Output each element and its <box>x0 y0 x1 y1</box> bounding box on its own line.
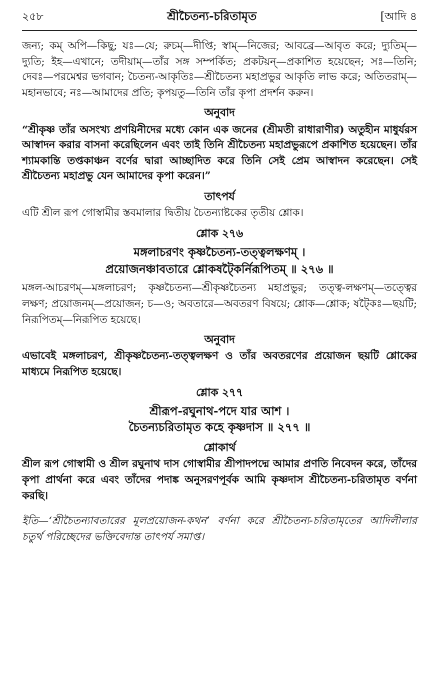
verse-276-line-1: মঙ্গলাচরণং কৃষ্ণচৈতন্য-তত্ত্বলক্ষণম্ । <box>133 245 306 260</box>
verse-277-line-2: চৈতন্যচরিতামৃত কহে কৃষ্ণদাস ॥ ২৭৭ ॥ <box>128 420 311 435</box>
translation-text: “শ্রীকৃষ্ণ তাঁর অসংখ্য প্রণয়িনীদের মধ্যে কোন এক জনের (শ্রীমতী রাধারাণীর) অতুহীন মাধুর্যরস আস্বাদন করার বাসনা করেছিলেন এবং তাই তিনি শ্রীচৈতন্য মহাপ্রভুরূপে প্রকাশিত হয়েছেন। তাঁর শ্যামকান্তি তপ্তকাঞ্চন বর্ণের দ্বারা আচ্ছাদিত করে তিনি সেই প্রেম আস্বাদন করেছেন। সেই শ্রীচৈতন্য মহাপ্রভু যেন আমাদের কৃপা করেন।” <box>22 123 417 183</box>
verse-276-line-2: প্রয়োজনঞ্চাবতারে শ্লোকষট্কৈর্নিরূপিতম্ ॥ ২৭৬ ॥ <box>105 261 334 276</box>
verse-276-translation: এভাবেই মঙ্গলাচরণ, শ্রীকৃষ্ণচৈতন্য-তত্ত্বলক্ষণ ও তাঁর অবতরণের প্রয়োজন ছয়টি শ্লোকের মাধ্যমে নিরূপিত হয়েছে। <box>22 350 417 379</box>
chapter-closing-note: ইতি—‘শ্রীচৈতন্যাবতারের মূলপ্রয়োজন-কথন’ বর্ণনা করে শ্রীচৈতন্য-চরিতামৃতের আদিলীলার চতুর্থ পরিচ্ছেদের ভক্তিবেদান্ত তাৎপর্য সমাপ্ত। <box>22 515 417 543</box>
page-number: ২৫৮ <box>22 10 44 23</box>
section-marker: [আদি ৪ <box>380 10 417 23</box>
verse-276-translation-heading: অনুবাদ <box>204 333 235 347</box>
translation-heading: অনুবাদ <box>204 106 235 120</box>
verse-276-synonyms: মঙ্গল-আচরণম্—মঙ্গলাচরণ; কৃষ্ণচৈতন্য—শ্রীকৃষ্ণচৈতন্য মহাপ্রভুর; তত্ত্ব-লক্ষণম্—তত্ত্বের লক্ষণ; প্রয়োজনম্—প্রয়োজন; চ—ও; অবতারে—অবতরণ বিষয়ে; শ্লোক—শ্লোক; ষট্কৈঃ—ছয়টি; নিরূপিতম্—নিরূপিত হয়েছে। <box>22 282 417 326</box>
verse-277-heading: শ্লোক ২৭৭ <box>196 385 243 399</box>
purport-text: এটি শ্রীল রূপ গোস্বামীর স্তবমালার দ্বিতীয় চৈতন্যাষ্টকের তৃতীয় শ্লোক। <box>22 207 304 220</box>
synonyms-top: জন্য; কম্ অপি—কিছু; যঃ—যে; রুচম্—দীপ্তি; স্বাম্—নিজের; আবব্রে—আবৃত করে; দ্যুতিম্—দ্যুতি; ইহ—এখানে; তদীয়াম্—তাঁর সঙ্গ সম্পর্কিত; প্রকটয়ন্—প্রকাশিত হয়েছেন; সঃ—তিনি; দেবঃ—পরমেশ্বর ভগবান; চৈতন্য-আকৃতিঃ—শ্রীচৈতন্য মহাপ্রভুর আকৃতি লাভ করে; অতিতরাম্—মহানভাবে; নঃ—আমাদের প্রতি; কৃপয়তু—তিনি তাঁর কৃপা প্রদর্শন করুন। <box>22 40 417 99</box>
verse-277-line-1: শ্রীরূপ-রঘুনাথ-পদে যার আশ । <box>149 403 290 418</box>
running-title: শ্রীচৈতন্য-চরিতামৃত <box>167 9 257 23</box>
purport-heading: তাৎপর্য <box>204 190 235 204</box>
verse-277-meaning: শ্রীল রূপ গোস্বামী ও শ্রীল রঘুনাথ দাস গোস্বামীর শ্রীপাদপদ্মে আমার প্রণতি নিবেদন করে, তাঁদের কৃপা প্রার্থনা করে এবং তাঁদের পদাঙ্ক অনুসরণপূর্বক আমি কৃষ্ণদাস শ্রীচৈতন্য-চরিতামৃত বর্ণনা করছি। <box>22 458 417 502</box>
verse-276-heading: শ্লোক ২৭৬ <box>196 226 243 240</box>
page-header <box>22 8 417 31</box>
verse-277-meaning-heading: শ্লোকার্থ <box>203 441 236 455</box>
